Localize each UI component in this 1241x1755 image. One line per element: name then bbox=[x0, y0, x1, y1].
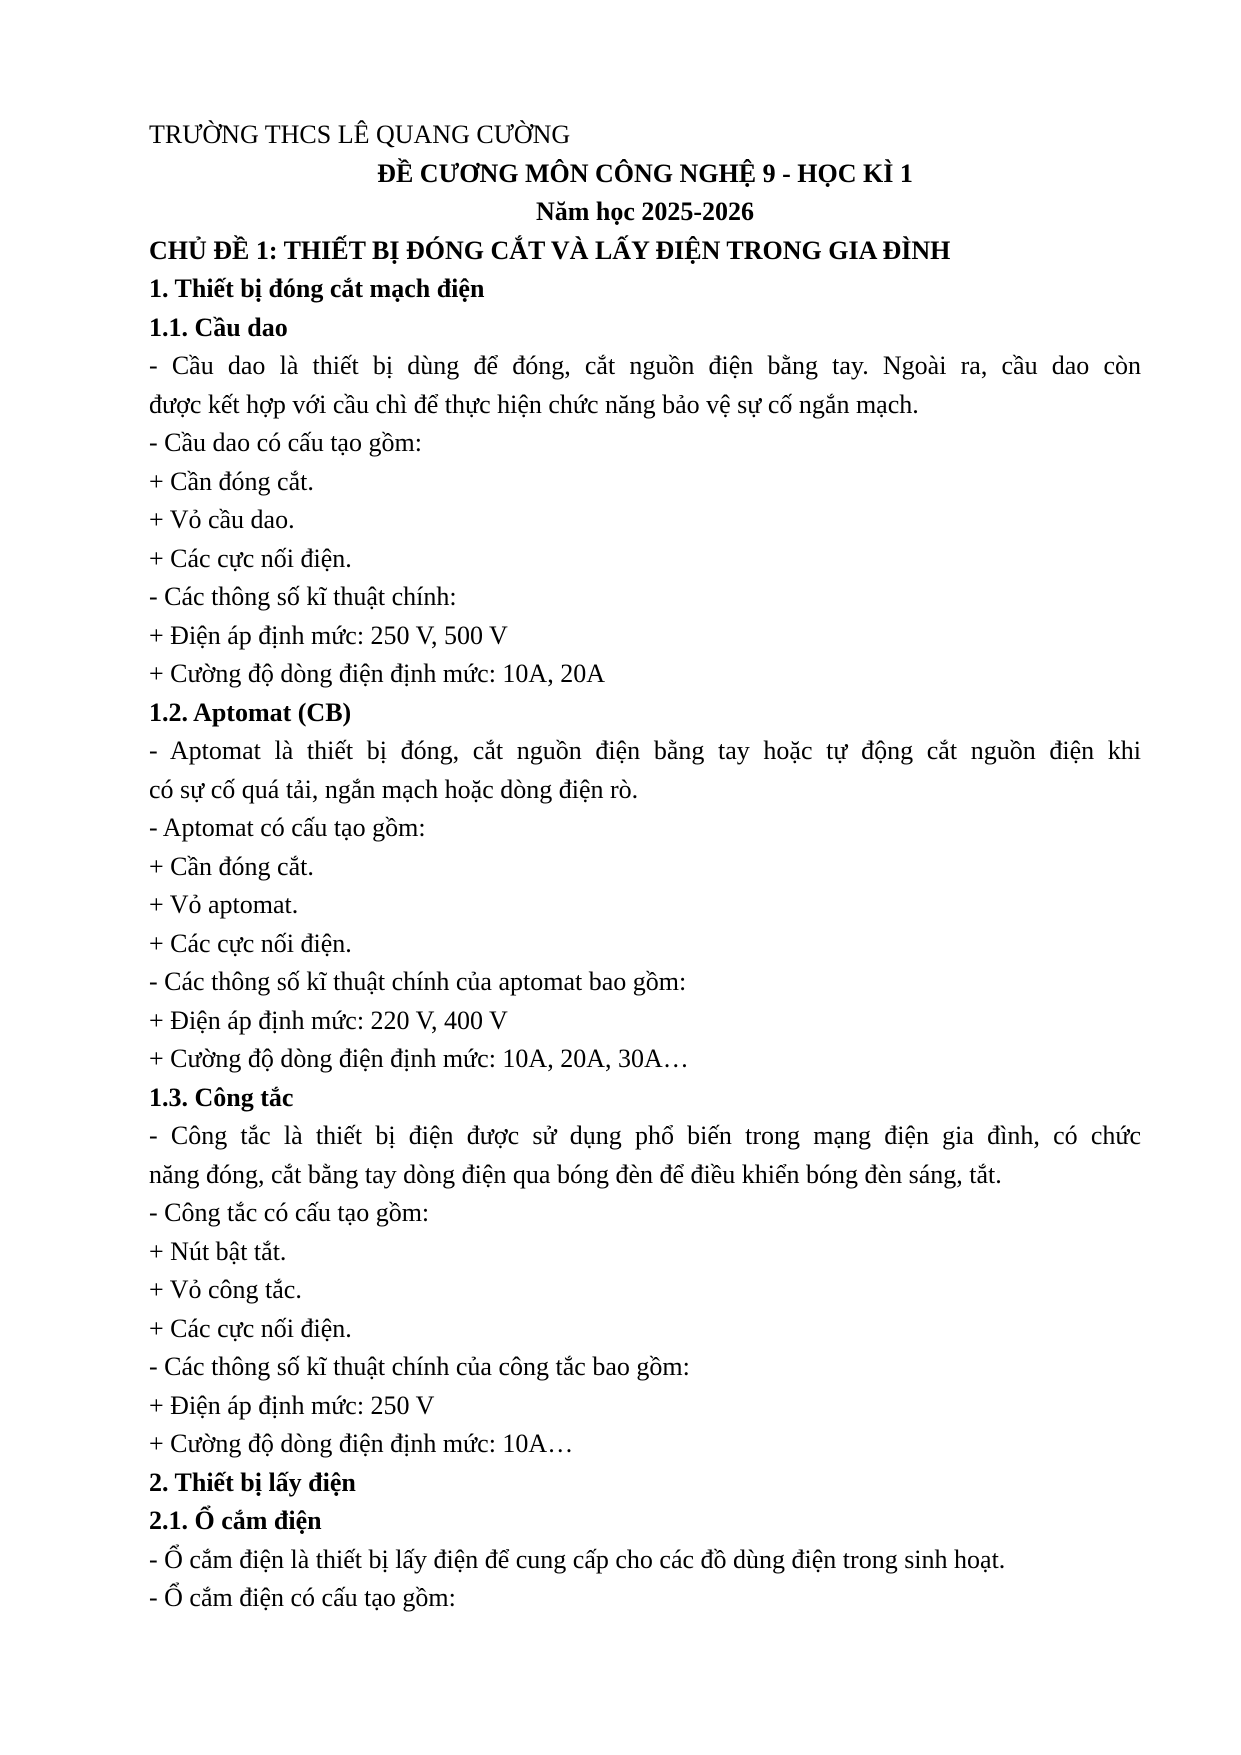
list-item: + Các cực nối điện. bbox=[149, 1313, 352, 1343]
list-item: + Các cực nối điện. bbox=[149, 543, 352, 573]
list-item: + Điện áp định mức: 220 V, 400 V bbox=[149, 1005, 508, 1035]
list-item: + Cường độ dòng điện định mức: 10A… bbox=[149, 1429, 574, 1458]
topic-heading: CHỦ ĐỀ 1: THIẾT BỊ ĐÓNG CẮT VÀ LẤY ĐIỆN TRONG GIA ĐÌNH bbox=[149, 235, 951, 265]
list-item: + Vỏ công tắc. bbox=[149, 1275, 302, 1304]
document-title: ĐỀ CƯƠNG MÔN CÔNG NGHỆ 9 - HỌC KÌ 1 bbox=[377, 158, 913, 188]
paragraph-line: có sự cố quá tải, ngắn mạch hoặc dòng điện rò. bbox=[149, 774, 639, 804]
paragraph-line: - Công tắc là thiết bị điện được sử dụng phổ biến trong mạng điện gia đình, có chức bbox=[149, 1121, 1141, 1150]
list-item: + Cường độ dòng điện định mức: 10A, 20A, 30A… bbox=[149, 1044, 689, 1073]
section-heading: 2. Thiết bị lấy điện bbox=[149, 1467, 356, 1497]
list-item: + Cần đóng cắt. bbox=[149, 466, 314, 496]
list-intro: - Công tắc có cấu tạo gồm: bbox=[149, 1198, 430, 1227]
list-intro: - Ổ cắm điện có cấu tạo gồm: bbox=[149, 1583, 456, 1612]
paragraph-line: năng đóng, cắt bằng tay dòng điện qua bóng đèn để điều khiển bóng đèn sáng, tắt. bbox=[149, 1159, 1002, 1189]
subsection-heading: 1.3. Công tắc bbox=[149, 1082, 294, 1112]
paragraph-line: - Aptomat là thiết bị đóng, cắt nguồn điện bằng tay hoặc tự động cắt nguồn điện khi bbox=[149, 736, 1141, 765]
paragraph-line: được kết hợp với cầu chì để thực hiện chức năng bảo vệ sự cố ngắn mạch. bbox=[149, 389, 919, 419]
school-name: TRƯỜNG THCS LÊ QUANG CƯỜNG bbox=[149, 120, 571, 149]
subsection-heading: 1.1. Cầu dao bbox=[149, 312, 288, 342]
list-item: + Nút bật tắt. bbox=[149, 1236, 287, 1266]
section-heading: 1. Thiết bị đóng cắt mạch điện bbox=[149, 274, 485, 303]
list-item: + Các cực nối điện. bbox=[149, 928, 352, 958]
list-item: + Điện áp định mức: 250 V bbox=[149, 1390, 435, 1420]
list-intro: - Các thông số kĩ thuật chính của aptomat bao gồm: bbox=[149, 967, 687, 996]
document-page bbox=[149, 116, 1141, 1618]
list-item: + Điện áp định mức: 250 V, 500 V bbox=[149, 620, 508, 650]
list-intro: - Các thông số kĩ thuật chính: bbox=[149, 582, 457, 611]
list-item: + Vỏ aptomat. bbox=[149, 890, 299, 919]
paragraph-line: - Ổ cắm điện là thiết bị lấy điện để cung cấp cho các đồ dùng điện trong sinh hoạt. bbox=[149, 1544, 1006, 1574]
list-intro: - Cầu dao có cấu tạo gồm: bbox=[149, 428, 422, 457]
subsection-heading: 1.2. Aptomat (CB) bbox=[149, 697, 352, 727]
list-item: + Vỏ cầu dao. bbox=[149, 505, 295, 534]
subsection-heading: 2.1. Ổ cắm điện bbox=[149, 1506, 322, 1535]
paragraph-line: - Cầu dao là thiết bị dùng để đóng, cắt nguồn điện bằng tay. Ngoài ra, cầu dao còn bbox=[149, 351, 1141, 380]
school-year: Năm học 2025-2026 bbox=[535, 197, 755, 226]
list-item: + Cần đóng cắt. bbox=[149, 851, 314, 881]
list-item: + Cường độ dòng điện định mức: 10A, 20A bbox=[149, 659, 605, 688]
list-intro: - Các thông số kĩ thuật chính của công tắc bao gồm: bbox=[149, 1352, 690, 1381]
list-intro: - Aptomat có cấu tạo gồm: bbox=[149, 813, 426, 842]
